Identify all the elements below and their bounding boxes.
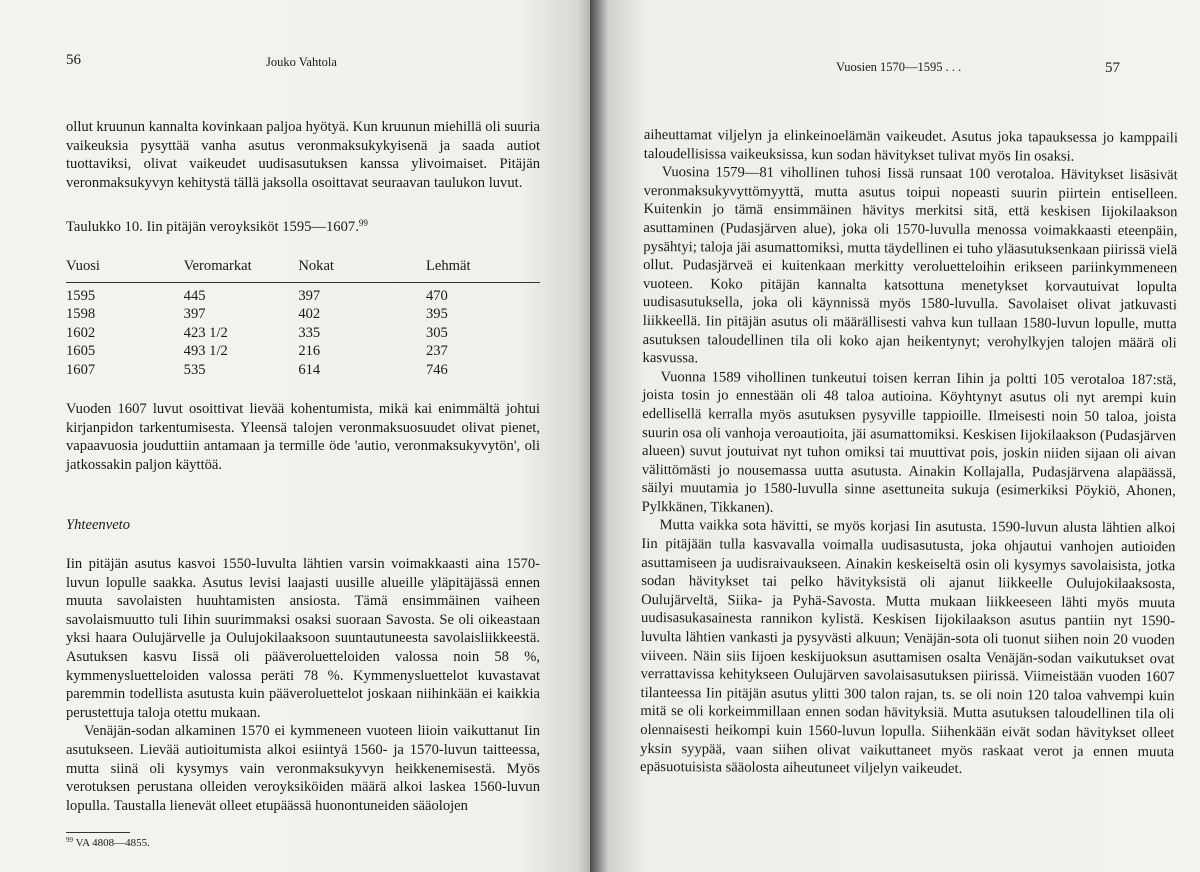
table-caption-text: Taulukko 10. Iin pitäjän veroyksiköt 1595—1607. <box>66 219 359 235</box>
col-header-lehmat: Lehmät <box>418 256 540 283</box>
page-number-left: 56 <box>66 52 81 68</box>
cell-lehmat: 746 <box>425 361 448 378</box>
cell-veromarkat: 535 <box>183 361 206 378</box>
cell-veromarkat: 493 1/2 <box>183 343 228 360</box>
cell-nokat: 335 <box>298 324 321 341</box>
intro-paragraph: ollut kruunun kannalta kovinkaan paljoa hyötyä. Kun kruunun miehillä oli suuria vaikeuksia pysyttää vanha asutus veronmaksukykyisenä ja saada autiot tuottaviksi, olivat vaikeudet uudisasutuksen kanssa ylivoimaiset. Pitäjän veronmaksukyvyn kehitystä tällä jaksolla osoittavat seuraavan taulukon luvut. <box>66 119 540 191</box>
section-heading: Yhteenveto <box>66 517 131 533</box>
summary-paragraph-1: Iin pitäjän asutus kasvoi 1550-luvulta lähtien varsin voimakkaasti aina 1570-luvun lopulle saakka. Asutus levisi laajasti uusille alueille yläpitäjässä ennen muuta savolaisten huuhtamisten ansiosta. Tämä ensimmäinen vaiheen savolaismuutto tuli Iihin suurimmaksi osaksi suoraan Savosta. Se oli oikeastaan yksi haara Oulujärvelle ja Oulujokilaaksoon suuntautuneesta savolaisliikkeestä. Asutuksen kasvu Iissä oli pääveroluetteloiden valossa noin 58 %, kymmenysluetteloiden valossa peräti 78 %. Kymmenysluettelot kuvastavat paremmin todellista asutusta kuin pääveroluettelot joskaan niihinkään ei kaikkia perustettuja taloja otettu mukaan. <box>66 556 540 721</box>
cell-veromarkat: 445 <box>183 288 206 304</box>
right-paragraph-1: aiheuttamat viljelyn ja elinkeinoelämän vaikeudet. Asutus joka tapauksessa jo kamppaili taloudellisissa vaikeuksissa, kun sodan hävitykset tulivat myös Iin osaksi. <box>643 126 1178 165</box>
right-paragraph-4: Mutta vaikka sota hävitti, se myös korjasi Iin asutusta. 1590-luvun alusta lähtien alkoi Iin pitäjään tulla kasvavalla voimalla uudisasutusta, joka ohjautui vanhojen autioiden asuttamiseen ja uudisraivaukseen. Ainakin keskeiseltä osin oli kysymys savolaisista, jotka sodan hävitykset tai pelko hävityksistä oli ajanut liikkeelle Oulujokilaaksosta, Oulujärveltä, Siika- ja Pyhä-Savosta. Mutta mukaan liikkeeseen lähti myös muuta uudisasukasainesta rannikon kylistä. Keskisen Iijokilaakson asutus pantiin nyt 1590-luvulta lähtien vankasti ja pysyvästi alkuun; Venäjän-sota oli tuonut siihen noin 20 vuoden viiveen. Näin siis Iijoen keskijuoksun asuttamisen osalta Venäjän-sodan vaikutukset ovat verrattavissa kehitykseen Oulujärven savolaisasutuksen piirissä. Viimeistään vuoden 1607 tilanteessa Iin pitäjän asutus ylitti 300 talon rajan, ts. se oli noin 120 taloa vahvempi kuin mitä se oli korkeimmillaan ennen sodan hävityksiä. Mutta asutuksen taloudellinen tila oli olennaisesti heikompi kuin 1560-luvun lopulla. Siihenkään eivät sodan hävitykset olleet yksin syypää, vaan siihen olivat vaikuttaneet myös raskaat verot ja ennen muuta epäsuotuisista sääolosta aiheutuneet viljelyn vaikeudet. <box>640 517 1176 778</box>
col-header-nokat: Nokat <box>298 256 418 283</box>
left-page <box>0 0 590 872</box>
cell-vuosi: 1602 <box>66 324 96 341</box>
page-number-right: 57 <box>1105 60 1120 76</box>
cell-vuosi: 1595 <box>66 288 96 304</box>
cell-veromarkat: 423 1/2 <box>183 324 228 341</box>
footnote-text: VA 4808—4855. <box>75 837 150 849</box>
right-page <box>590 0 1200 872</box>
cell-nokat: 397 <box>298 288 321 304</box>
col-header-veromarkat: Veromarkat <box>184 256 299 283</box>
table-row <box>66 324 540 342</box>
col-header-vuosi: Vuosi <box>66 256 184 283</box>
tax-units-table <box>66 256 540 379</box>
cell-nokat: 402 <box>298 306 321 323</box>
table-row <box>66 305 540 323</box>
after-table-paragraph: Vuoden 1607 luvut osoittivat lievää kohentumista, mikä kai enimmältä johtui kirjanpidon tarkentumisesta. Yleensä talojen veronmaksuosuudet olivat pienet, vapaavuosia jouduttiin antamaan ja termille öde 'autio, veronmaksukyvytön', oli jatkossakin paljon käyttöä. <box>66 401 540 473</box>
right-paragraph-2: Vuosina 1579—81 vihollinen tuhosi Iissä runsaat 100 verotaloa. Hävitykset lisäsivät veronmaksukyvyttömyyttä, mutta asutus toipui nopeasti suurin piirtein entiselleen. Kuitenkin jo tämä ensimmäinen hävitys merkitsi sitä, että keskisen Iijokilaakson asuttaminen (Pudasjärven alue), joka oli 1570-luvulla menossa voimakkaasti eteenpäin, pysähtyi; taloja jäi asumattomiksi, mutta täydellinen ei tuho yläasutuksenkaan piirissä vielä ollut. Pudasjärveä ei kuitenkaan merkitty veroluetteloihin erikseen pariinkymmeneen vuoteen. Koko pitäjän kannalta katsottuna menetykset korvautuivat lopulta uudisasutuksella, joka oli käynnissä myös 1580-luvulla. Savolaiset olivat jatkuvasti liikkeellä. Iin pitäjän asutus oli määrällisesti vahva kun tullaan 1580-luvun lopulle, mutta asutuksen taloudellinen tila oli koko ajan heikentynyt; verohylkyjen talojen määrä oli kasvussa. <box>642 164 1178 367</box>
cell-nokat: 614 <box>298 361 321 378</box>
cell-vuosi: 1598 <box>66 306 96 323</box>
cell-lehmat: 395 <box>425 306 448 323</box>
right-body-text <box>640 126 1178 780</box>
summary-text <box>66 555 540 815</box>
footnote-mark: 99 <box>66 836 73 844</box>
cell-lehmat: 237 <box>425 343 448 360</box>
cell-vuosi: 1605 <box>66 343 96 360</box>
running-head-left: Jouko Vahtola <box>266 55 337 69</box>
table-row <box>66 283 540 306</box>
cell-vuosi: 1607 <box>66 361 96 378</box>
table-row <box>66 361 540 379</box>
cell-nokat: 216 <box>298 343 321 360</box>
footnote-rule <box>66 832 130 833</box>
footnote <box>66 836 150 849</box>
cell-veromarkat: 397 <box>183 306 206 323</box>
right-paragraph-3: Vuonna 1589 vihollinen tunkeutui toisen kerran Iihin ja poltti 105 verotaloa 187:stä, joista tosin jo ennestään oli 48 taloa autioina. Köyhtynyt asutus oli nyt arempi kuin edellisellä kerralla myös asutuksen pysyville tappioille. Ilmeisesti noin 50 taloa, joista suurin osa oli vanhoja veroautioita, jäi asumattomiksi. Keskisen Iijokilaakson (Pudasjärven alueen) suvut joutuivat nyt tuhon omiksi tai muuttivat pois, joskin niiden sijaan oli aivan välittömästi jo nousemassa uutta asutusta. Ainakin Kollajalla, Pudasjärvena alapäässä, säilyi muutamia jo 1580-luvulla sinne asettuneita sukuja (esimerkiksi Pöykiö, Ahonen, Pylkkänen, Tikkanen). <box>641 368 1177 516</box>
table-row <box>66 342 540 360</box>
table-caption <box>66 218 368 236</box>
cell-lehmat: 305 <box>425 324 448 341</box>
running-head-right: Vuosien 1570—1595 . . . <box>836 60 962 74</box>
cell-lehmat: 470 <box>425 288 448 304</box>
table-caption-note: 99 <box>358 218 368 228</box>
summary-paragraph-2: Venäjän-sodan alkaminen 1570 ei kymmeneen vuoteen liioin vaikuttanut Iin asutukseen. Lievää autioitumista alkoi esiintyä 1560- ja 1570-luvun taitteessa, mutta siinä oli kysymys vain veronmaksukyvyn heikkenemisestä. Myös verotuksen perustana olleiden veroyksiköiden määrä alkoi laskea 1560-luvun lopulla. Taustalla lienevät olleet etupäässä huonontuneiden sääolojen <box>66 723 540 814</box>
table-header-row <box>66 256 540 283</box>
